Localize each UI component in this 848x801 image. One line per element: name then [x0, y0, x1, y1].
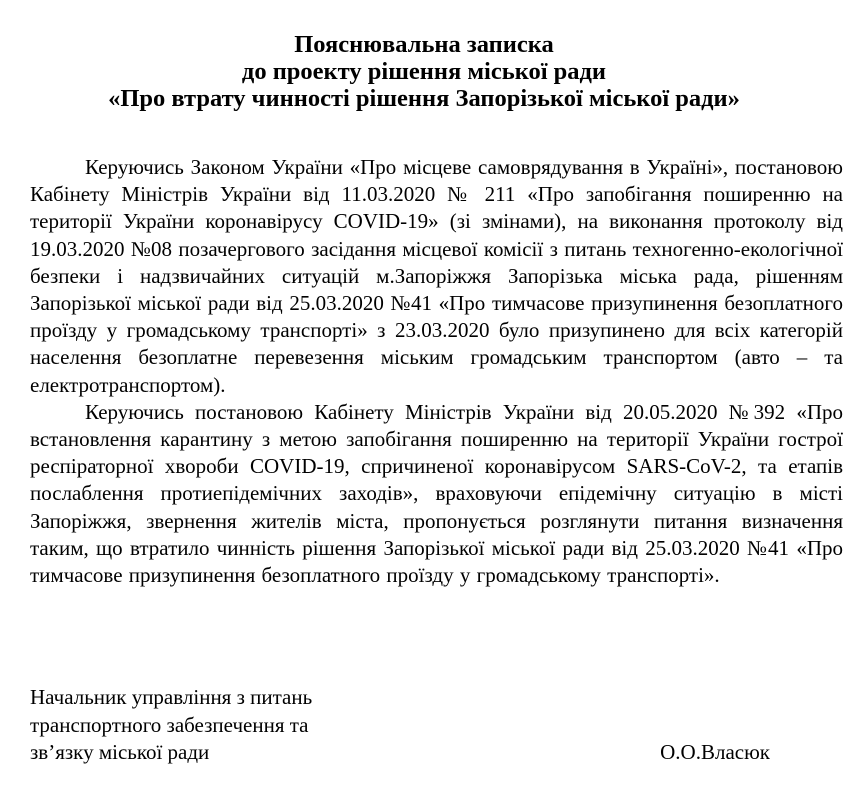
signature-block [30, 684, 770, 767]
signatory-position-line-2: транспортного забезпечення та [30, 712, 309, 737]
document-title [0, 0, 848, 112]
title-line-3: «Про втрату чинності рішення Запорізької міської ради» [108, 85, 740, 112]
document-body [30, 154, 843, 589]
signatory-position [30, 684, 312, 767]
signatory-name: О.О.Власюк [660, 740, 770, 764]
signatory-position-line-1: Начальник управління з питань [30, 685, 313, 709]
title-line-1: Пояснювальна записка [294, 31, 554, 58]
paragraph-proposal: Керуючись постановою Кабінету Міністрів України від 20.05.2020 №392 «Про встановлення карантину з метою запобігання поширенню на території України гострої респіраторної хвороби COVID-19, спричиненої коронавірусом SARS-CoV-2, та етапів послаблення протиепідемічних заходів», враховуючи епідемічну ситуацію в місті Запоріжжя, звернення жителів міста, пропонується розглянути питання визначення таким, що втратило чинність рішення Запорізької міської ради від 25.03.2020 №41 «Про тимчасове призупинення безоплатного проїзду у громадському транспорті». [30, 399, 843, 588]
signatory-position-line-3: зв’язку міської ради [30, 740, 210, 764]
title-line-2: до проекту рішення міської ради [241, 58, 607, 85]
paragraph-legal-basis: Керуючись Законом України «Про місцеве самоврядування в Україні», постановою Кабінету Міністрів України від 11.03.2020 № 211 «Про запобігання поширенню на території України коронавірусу COVID-19» (зі змінами), на виконання протоколу від 19.03.2020 №08 позачергового засідання місцевої комісії з питань техногенно-екологічної безпеки і надзвичайних ситуацій м.Запоріжжя Запорізька міська рада, рішенням Запорізької міської ради від 25.03.2020 №41 «Про тимчасове призупинення безоплатного проїзду у громадському транспорті» з 23.03.2020 було призупинено для всіх категорій населення безоплатне перевезення міським громадським транспортом (авто – та електротранспортом). [30, 155, 843, 397]
